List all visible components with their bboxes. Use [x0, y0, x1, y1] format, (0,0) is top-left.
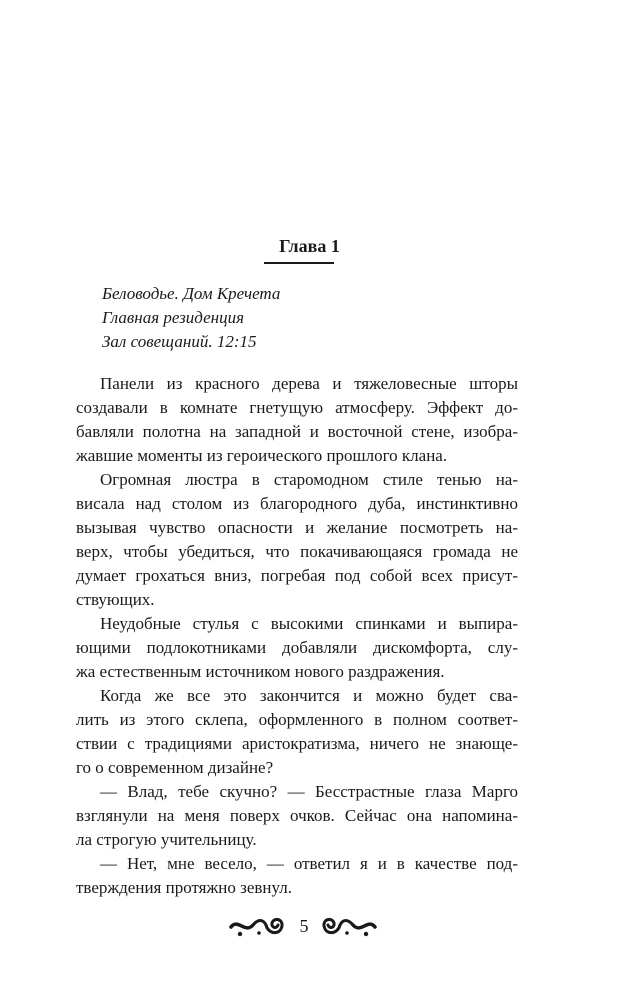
- text-line: го о современном дизайне?: [76, 758, 274, 777]
- text-line: ющими подлокотниками добавляли дискомфорта, слу-: [76, 638, 518, 657]
- epigraph: [102, 282, 542, 354]
- text-line: Панели из красного дерева и тяжеловесные шторы: [100, 374, 518, 393]
- text-line: создавали в комнате гнетущую атмосферу. Эффект до-: [76, 398, 518, 417]
- text-line: ла строгую учительницу.: [76, 830, 257, 849]
- text-line: лить из этого склепа, оформленного в полном соответ-: [76, 710, 518, 729]
- epigraph-line: Зал совещаний. 12:15: [102, 332, 257, 351]
- page-number: 5: [299, 916, 309, 936]
- chapter-title-underline: [264, 262, 334, 264]
- text-line: думает грохаться вниз, погребая под собой всех присут-: [76, 566, 518, 585]
- epigraph-line: Беловодье. Дом Кречета: [102, 284, 281, 303]
- text-line: бавляли полотна на западной и восточной стене, изобра-: [76, 422, 518, 441]
- page-footer: [0, 906, 619, 946]
- text-line: ствующих.: [76, 590, 155, 609]
- text-line: взглянули на меня поверх очков. Сейчас она напомина-: [76, 806, 518, 825]
- epigraph-line: Главная резиденция: [102, 308, 244, 327]
- body-text: [76, 372, 518, 900]
- text-line: — Нет, мне весело, — ответил я и в качестве под-: [100, 854, 518, 873]
- text-line: верх, чтобы убедиться, что покачивающаяся громада не: [76, 542, 518, 561]
- chapter-title: Глава 1: [279, 236, 340, 256]
- text-line: Огромная люстра в старомодном стиле тенью на-: [100, 470, 518, 489]
- text-line: тверждения протяжно зевнул.: [76, 878, 292, 897]
- scroll-ornament-icon: [320, 910, 378, 942]
- text-line: висала над столом из благородного дуба, инстинктивно: [76, 494, 518, 513]
- text-line: ствии с традициями аристократизма, ничего не знающе-: [76, 734, 518, 753]
- text-line: Неудобные стулья с высокими спинками и выпира-: [100, 614, 518, 633]
- text-line: — Влад, тебе скучно? — Бесстрастные глаза Марго: [100, 782, 518, 801]
- text-line: вызывая чувство опасности и желание посмотреть на-: [76, 518, 518, 537]
- text-line: Когда же все это закончится и можно будет сва-: [100, 686, 518, 705]
- scroll-ornament-icon: [228, 910, 286, 942]
- text-line: жа естественным источником нового раздражения.: [76, 662, 445, 681]
- text-line: жавшие моменты из героического прошлого клана.: [76, 446, 448, 465]
